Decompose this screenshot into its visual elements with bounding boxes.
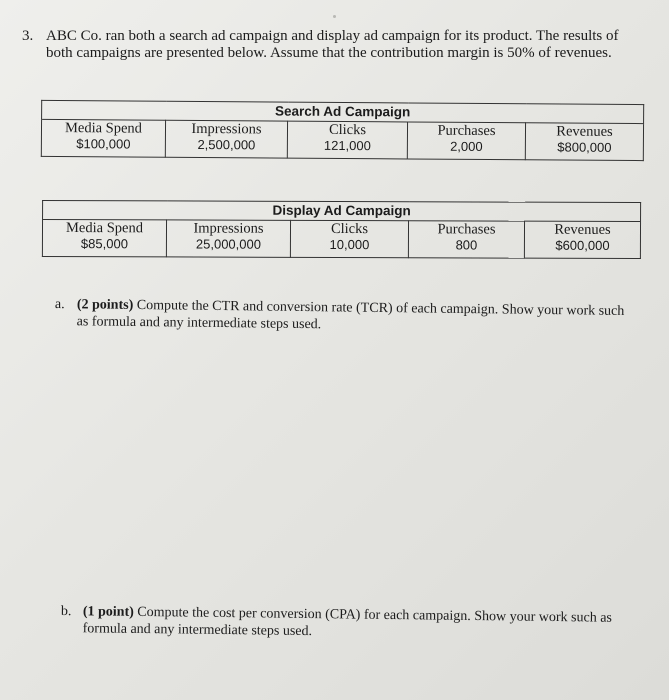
display-campaign-title: Display Ad Campaign bbox=[43, 200, 641, 221]
column-label: Purchases bbox=[437, 122, 496, 140]
column-label: Purchases bbox=[437, 221, 496, 238]
column-value: 2,500,000 bbox=[197, 136, 256, 153]
search-campaign-title: Search Ad Campaign bbox=[42, 100, 644, 123]
part-a-question bbox=[54, 296, 635, 333]
display-media-spend-cell bbox=[42, 219, 166, 256]
search-revenues-cell bbox=[525, 123, 643, 161]
column-label: Revenues bbox=[556, 123, 613, 140]
column-value: $800,000 bbox=[557, 139, 612, 155]
display-purchases-cell bbox=[408, 221, 524, 258]
search-purchases-cell bbox=[407, 122, 525, 160]
column-value: 25,000,000 bbox=[195, 236, 262, 252]
column-label: Impressions bbox=[193, 220, 264, 237]
question-number: 3. bbox=[22, 28, 34, 44]
search-media-spend-cell bbox=[41, 119, 165, 157]
part-b-letter: b. bbox=[60, 603, 72, 620]
part-a-letter: a. bbox=[54, 296, 65, 313]
column-label: Media Spend bbox=[64, 120, 143, 137]
column-value: 121,000 bbox=[323, 137, 371, 154]
paper-mark bbox=[333, 15, 336, 18]
part-a-body bbox=[77, 296, 635, 337]
search-impressions-cell bbox=[165, 120, 287, 158]
column-value: $600,000 bbox=[555, 237, 610, 253]
column-label: Clicks bbox=[328, 121, 367, 139]
display-clicks-cell bbox=[290, 220, 408, 257]
display-revenues-cell bbox=[524, 221, 640, 258]
search-clicks-cell bbox=[287, 121, 407, 159]
column-value: $85,000 bbox=[80, 236, 128, 252]
search-campaign-table bbox=[41, 100, 644, 161]
column-value: 10,000 bbox=[329, 236, 370, 253]
part-a-text: Compute the CTR and conversion rate (TCR) of each campaign. Show your work such as formula and any intermediate steps used. bbox=[76, 297, 625, 333]
display-campaign-table bbox=[42, 200, 641, 259]
column-label: Revenues bbox=[554, 221, 611, 238]
part-a-points: (2 points) bbox=[76, 297, 134, 313]
column-value: 2,000 bbox=[450, 138, 483, 154]
column-label: Impressions bbox=[191, 120, 262, 138]
column-value: $100,000 bbox=[76, 136, 131, 152]
column-value: 800 bbox=[455, 237, 478, 253]
part-b-points: (1 point) bbox=[82, 604, 134, 620]
column-label: Clicks bbox=[330, 220, 369, 238]
display-impressions-cell bbox=[166, 220, 290, 257]
part-b-body bbox=[83, 603, 621, 644]
column-label: Media Spend bbox=[66, 220, 143, 237]
part-b-text: Compute the cost per conversion (CPA) for each campaign. Show your work such as formula and any intermediate steps used. bbox=[82, 604, 613, 640]
part-b-question bbox=[60, 603, 621, 640]
question-text: ABC Co. ran both a search ad campaign and display ad campaign for its product. The results of both campaigns are presented below. Assume that the contribution margin is 50% of revenues. bbox=[46, 28, 619, 61]
